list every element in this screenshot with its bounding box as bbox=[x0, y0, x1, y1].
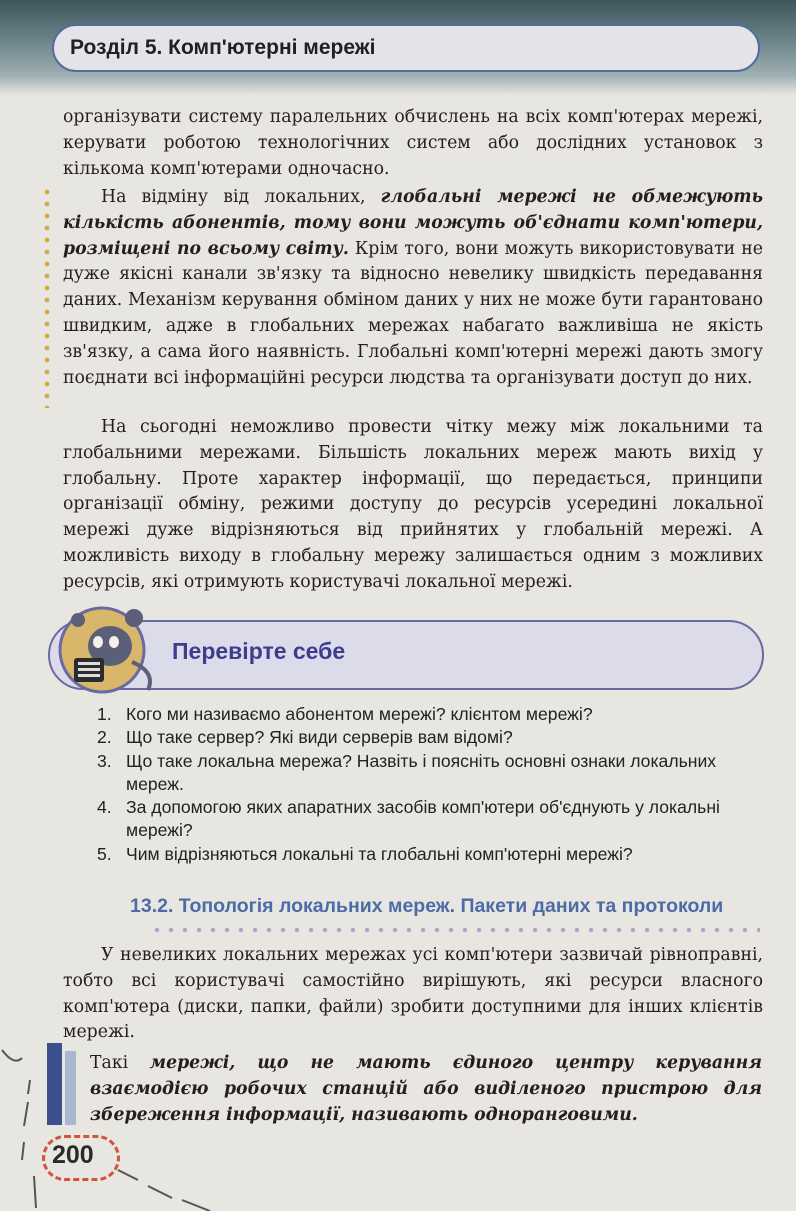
section-heading: 13.2. Топологія локальних мереж. Пакети даних та протоколи bbox=[130, 895, 724, 917]
paragraph-2-start: На відміну від локальних, bbox=[101, 187, 381, 207]
mouse-mascot-icon bbox=[48, 602, 166, 694]
question-number: 2. bbox=[97, 727, 112, 748]
question-text: Що таке сервер? Які види серверів вам відомі? bbox=[126, 727, 513, 748]
paragraph-2 bbox=[63, 185, 763, 391]
check-yourself-title: Перевірте себе bbox=[172, 638, 346, 664]
question-item bbox=[97, 703, 767, 726]
question-item bbox=[97, 750, 767, 797]
question-text: Кого ми називаємо абонентом мережі? клієнтом мережі? bbox=[126, 704, 593, 724]
question-number: 1. bbox=[97, 704, 112, 724]
question-text: За допомогою яких апаратних засобів комп'ютери об'єднують у локальні мережі? bbox=[126, 797, 720, 841]
question-number: 4. bbox=[97, 797, 112, 818]
page-number: 200 bbox=[52, 1141, 94, 1169]
question-item bbox=[97, 726, 767, 749]
definition-emphasis: мережі, що не мають єдиного центру керування взаємодією робочих станцій або виділеного пристрою для збереження інформації, називають одноранговими. bbox=[90, 1053, 762, 1125]
paragraph-3: На сьогодні неможливо провести чітку межу між локальними та глобальними мережами. Більшість локальних мереж мають вихід у глобальну. Проте характер інформації, що передається, принципи організації обміну, режими доступу до ресурсів усередині локальної мережі дуже відрізняються від прийнятих у глобальній мережі. А можливість виходу в глобальну мережу залишається одним з можливих ресурсів, які отримують користувачі локальної мережі. bbox=[63, 417, 763, 592]
paragraph-1: організувати систему паралельних обчислень на всіх комп'ютерах мережі, керувати роботою технологічних систем або дослідних установок з кількома комп'ютерами одночасно. bbox=[63, 107, 763, 179]
question-number: 5. bbox=[97, 843, 112, 864]
question-text: Що таке локальна мережа? Назвіть і поясніть основні ознаки локальних мереж. bbox=[126, 750, 717, 794]
question-item bbox=[97, 843, 767, 866]
question-number: 3. bbox=[97, 750, 112, 771]
paragraph-2-rest: Крім того, вони можуть використовувати не дуже якісні канали зв'язку та відносно невелику швидкість передавання даних. Механізм керування обміном даних у них не може бути гарантовано швидким, адже в глобальних мережах набагато важливіша не якість зв'язку, а сама його наявність. Глобальні комп'ютерні мережі дають змогу поєднати всі інформаційні ресурси людства та організувати доступ до них. bbox=[63, 238, 763, 388]
definition-start: Такі bbox=[90, 1053, 150, 1073]
question-list bbox=[97, 703, 767, 866]
paragraph-2-emphasis: глобальні мережі не обмежують кількість абонентів, тому вони можуть об'єднати комп'ютери, розміщені по всьому світу. bbox=[63, 187, 763, 259]
margin-marker-dots bbox=[40, 186, 54, 408]
question-item bbox=[97, 796, 767, 843]
question-text: Чим відрізняються локальні та глобальні комп'ютерні мережі? bbox=[126, 843, 633, 864]
paragraph-4: У невеликих локальних мережах усі комп'ютери зазвичай рівноправні, тобто всі користувачі самостійно вирішують, які ресурси власного комп'ютера (диски, папки, файли) зробити доступними для інших клієнтів мережі. bbox=[63, 945, 763, 1043]
corner-decoration bbox=[0, 1030, 240, 1211]
chapter-title: Розділ 5. Комп'ютерні мережі bbox=[70, 36, 376, 59]
heading-dotted-rule bbox=[150, 927, 760, 933]
